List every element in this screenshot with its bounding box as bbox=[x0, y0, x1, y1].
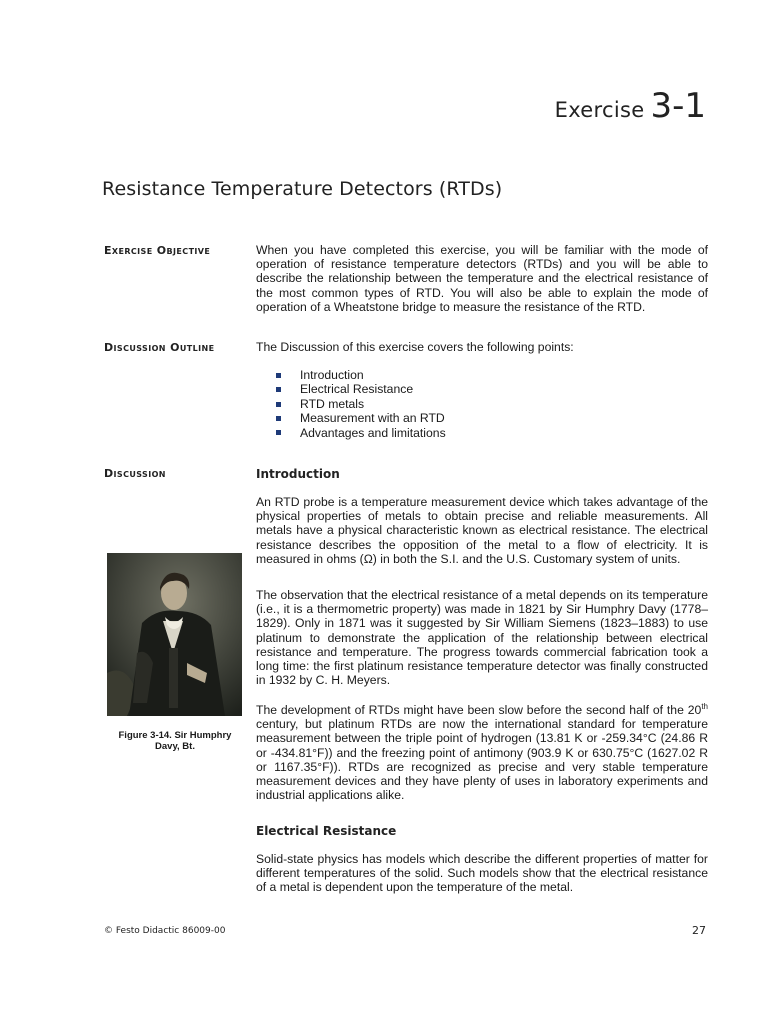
outline-list bbox=[276, 368, 446, 440]
bullet-square-icon bbox=[276, 416, 281, 421]
discussion-label: Discussion bbox=[104, 467, 166, 480]
list-item: Introduction bbox=[276, 368, 446, 382]
objective-label: Exercise Objective bbox=[104, 244, 211, 257]
objective-text bbox=[256, 243, 708, 314]
exercise-number: 3-1 bbox=[650, 86, 706, 126]
list-item: Advantages and limitations bbox=[276, 426, 446, 440]
introduction-heading: Introduction bbox=[256, 467, 340, 481]
outline-intro bbox=[256, 340, 708, 354]
objective-paragraph: When you have completed this exercise, you will be familiar with the mode of operation of resistance temperature detectors (RTDs) and you will be able to describe the relationship between the temperature and the electrical resistance of the most common types of RTD. You will also be able to explain the mode of operation of a Wheatstone bridge to measure the resistance of the RTD. bbox=[256, 243, 708, 314]
outline-label: Discussion Outline bbox=[104, 341, 215, 354]
bullet-square-icon bbox=[276, 387, 281, 392]
copyright-footer: © Festo Didactic 86009-00 bbox=[104, 926, 226, 936]
discussion-para-3: The development of RTDs might have been slow before the second half of the 20th century, but platinum RTDs are now the international standard for temperature measurement between the triple point of hydrogen (13.81 K or -259.34°C (24.86 R or -434.81°F)) and the freezing point of antimony (903.9 K or 630.75°C (1627.02 R or 1167.35°F)). RTDs are recognized as precise and very stable temperature measurement devices and they have plenty of uses in laboratory experiments and industrial applications alike. bbox=[256, 702, 708, 803]
portrait-illustration bbox=[107, 553, 242, 716]
outline-intro-text: The Discussion of this exercise covers the following points: bbox=[256, 340, 574, 354]
discussion-para-1: An RTD probe is a temperature measurement device which takes advantage of the physical properties of metals to obtain precise and reliable measurements. All metals have a physical characteristic known as electrical resistance. The electrical resistance describes the opposition of the metal to a flow of electricity. It is measured in ohms (Ω) in both the S.I. and the U.S. Customary system of units. bbox=[256, 495, 708, 566]
figure-caption: Figure 3-14. Sir Humphry Davy, Bt. bbox=[118, 730, 232, 752]
list-item: Electrical Resistance bbox=[276, 382, 446, 396]
electrical-resistance-heading: Electrical Resistance bbox=[256, 824, 397, 838]
list-item: RTD metals bbox=[276, 397, 446, 411]
page-number: 27 bbox=[692, 924, 706, 937]
exercise-word: Exercise bbox=[554, 98, 645, 122]
list-item: Measurement with an RTD bbox=[276, 411, 446, 425]
exercise-header bbox=[555, 86, 706, 126]
discussion-para-4: Solid-state physics has models which describe the different properties of matter for different temperatures of the solid. Such models show that the electrical resistance of a metal is dependent upon the temperature of the metal. bbox=[256, 852, 708, 895]
bullet-square-icon bbox=[276, 430, 281, 435]
bullet-square-icon bbox=[276, 373, 281, 378]
portrait-image bbox=[107, 553, 242, 716]
discussion-para-2: The observation that the electrical resistance of a metal depends on its temperature (i.e., it is a thermometric property) was made in 1821 by Sir Humphry Davy (1778–1829). Only in 1871 was it suggested by Sir William Siemens (1823–1883) to use platinum to demonstrate the application of the relationship between electrical resistance and temperature. The progress towards commercial fabrication took a long time: the first platinum resistance temperature detector was finally constructed in 1932 by C. H. Meyers. bbox=[256, 588, 708, 688]
page-title: Resistance Temperature Detectors (RTDs) bbox=[102, 178, 503, 200]
bullet-square-icon bbox=[276, 402, 281, 407]
